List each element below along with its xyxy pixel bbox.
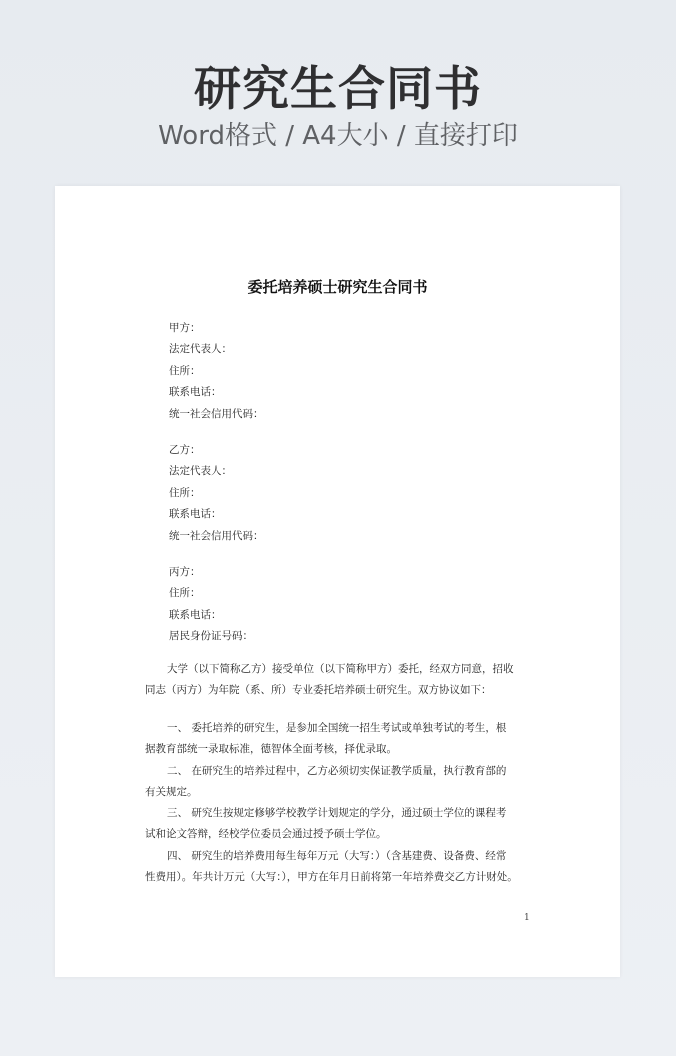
party-a-address: 住所： — [169, 365, 201, 377]
clause-1 — [145, 718, 529, 760]
clause-line: 有关规定。 — [145, 786, 198, 798]
party-a-representative: 法定代表人： — [169, 343, 232, 355]
clause-line: 四、 研究生的培养费用每生每年万元（大写：）（含基建费、设备费、经常 — [167, 850, 507, 862]
intro-paragraph — [145, 659, 529, 701]
clause-4 — [145, 846, 529, 888]
party-c-label: 丙方： — [169, 566, 201, 578]
party-c-id-number: 居民身份证号码： — [169, 630, 253, 642]
page-number: 1 — [524, 913, 530, 923]
clause-line: 性费用）。年共计万元（大写：），甲方在年月日前将第一年培养费交乙方计财处。 — [145, 871, 518, 883]
clause-line: 二、 在研究生的培养过程中，乙方必须切实保证教学质量，执行教育部的 — [167, 765, 507, 777]
intro-line: 大学（以下简称乙方）接受单位（以下简称甲方）委托，经双方同意，招收 — [167, 663, 514, 675]
party-a-phone: 联系电话： — [169, 386, 222, 398]
party-c-address: 住所： — [169, 587, 201, 599]
party-b-label: 乙方： — [169, 444, 201, 456]
document-title: 委托培养硕士研究生合同书 — [247, 278, 428, 296]
clause-line: 三、 研究生按规定修够学校教学计划规定的学分，通过硕士学位的课程考 — [167, 807, 507, 819]
party-b-credit-code: 统一社会信用代码： — [169, 530, 264, 542]
page-subtitle: Word格式 / A4大小 / 直接打印 — [158, 121, 518, 151]
document-page — [55, 186, 620, 977]
clause-line: 一、 委托培养的研究生，是参加全国统一招生考试或单独考试的考生，根 — [167, 722, 507, 734]
clause-line: 试和论文答辩，经校学位委员会通过授予硕士学位。 — [145, 828, 387, 840]
intro-line: 同志（丙方）为年院（系、所）专业委托培养硕士研究生。双方协议如下： — [145, 684, 492, 696]
party-c-phone: 联系电话： — [169, 609, 222, 621]
party-b-representative: 法定代表人： — [169, 465, 232, 477]
party-b-phone: 联系电话： — [169, 508, 222, 520]
clause-line: 据教育部统一录取标准，德智体全面考核，择优录取。 — [145, 743, 397, 755]
party-a-label: 甲方： — [169, 322, 201, 334]
clause-3 — [145, 803, 529, 845]
party-a-credit-code: 统一社会信用代码： — [169, 408, 264, 420]
party-b-address: 住所： — [169, 487, 201, 499]
page-title: 研究生合同书 — [194, 62, 482, 117]
clause-2 — [145, 761, 529, 803]
